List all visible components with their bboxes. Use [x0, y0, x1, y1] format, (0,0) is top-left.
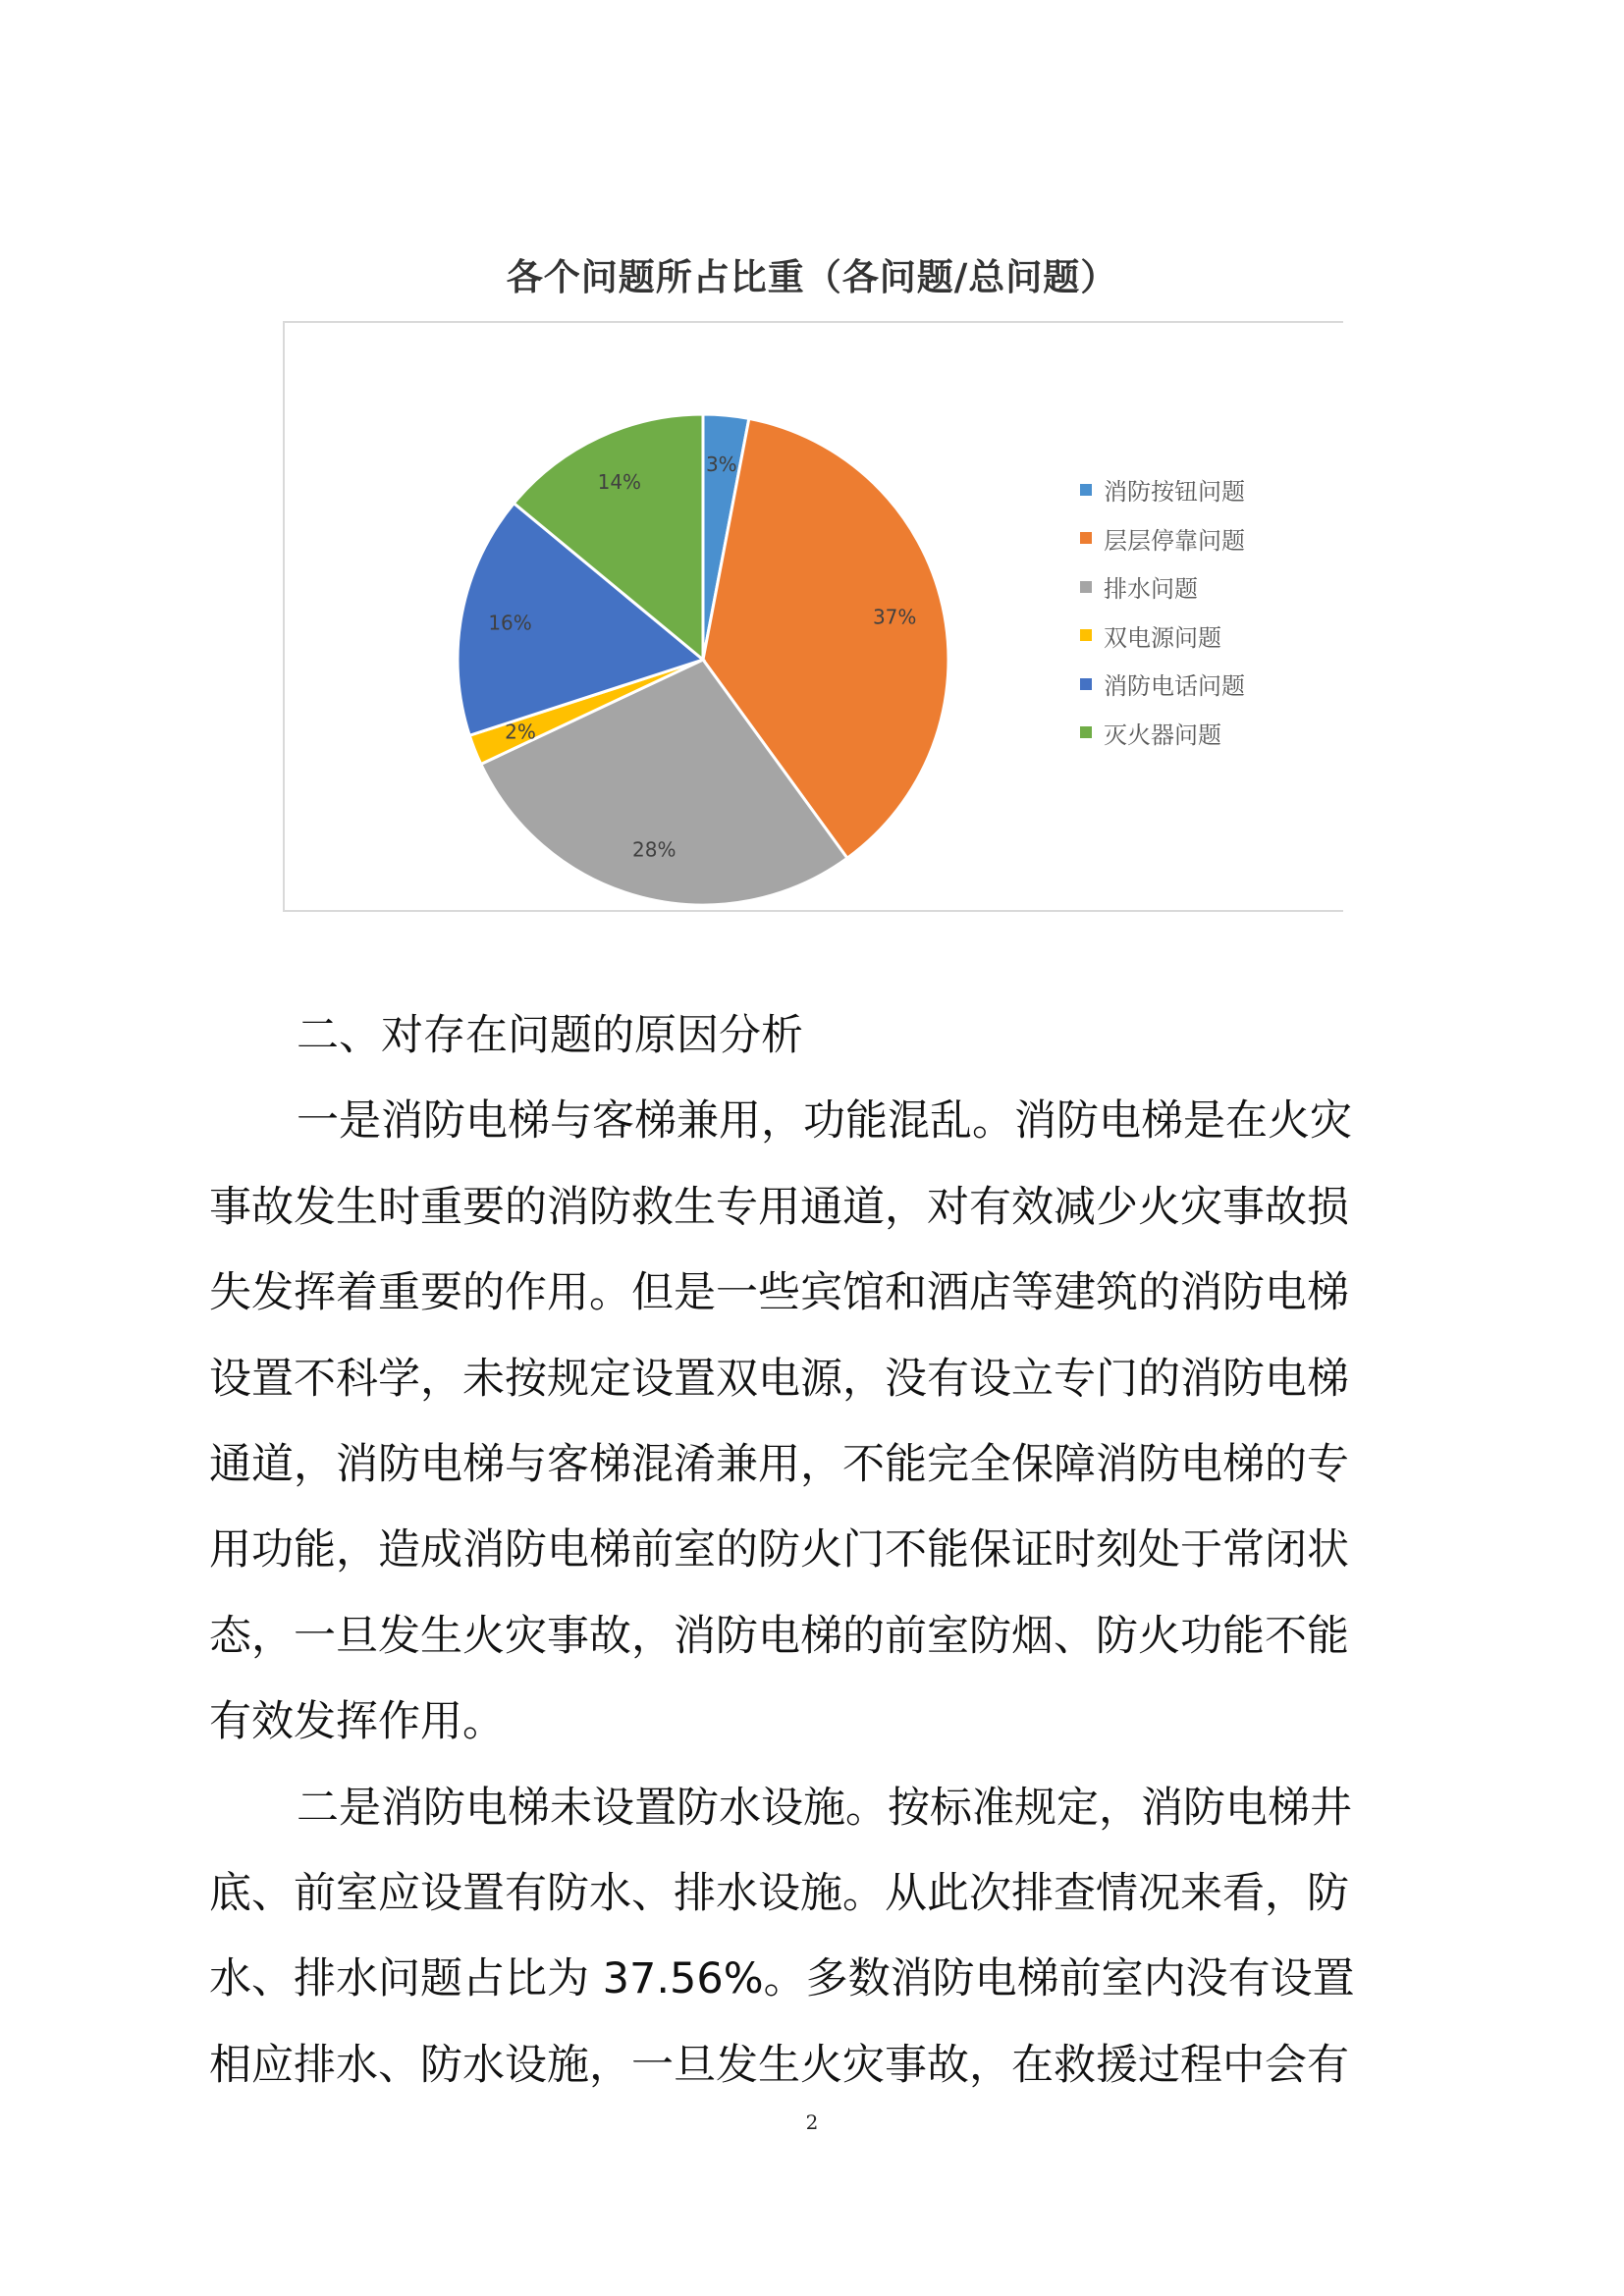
pie-slice-label-0: 3%: [705, 452, 737, 476]
pie-slice-label-5: 14%: [597, 470, 642, 495]
legend-swatch: [1080, 532, 1092, 544]
paragraph-line: 设置不科学，未按规定设置双电源，没有设立专门的消防电梯: [209, 1354, 1349, 1404]
legend-swatch: [1080, 629, 1092, 641]
paragraph-line: 通道，消防电梯与客梯混淆兼用，不能完全保障消防电梯的专: [209, 1440, 1349, 1490]
legend-label: 消防电话问题: [1104, 672, 1245, 701]
page-number: 2: [805, 2110, 819, 2134]
legend-label: 双电源问题: [1104, 623, 1221, 652]
legend-swatch: [1080, 484, 1092, 496]
paragraph-line: 水、排水问题占比为 37.56%。多数消防电梯前室内没有设置: [209, 1954, 1355, 2004]
section-heading: 二、对存在问题的原因分析: [297, 1011, 803, 1060]
chart-legend: [1080, 465, 1245, 757]
pie-slice-label-4: 16%: [488, 611, 532, 635]
paragraph-line: 底、前室应设置有防水、排水设施。从此次排查情况来看，防: [209, 1869, 1349, 1919]
chart-title: 各个问题所占比重（各问题/总问题）: [506, 256, 1118, 298]
legend-item-0: [1080, 465, 1245, 514]
body-text: [209, 993, 1427, 2109]
paragraph-line: 用功能，造成消防电梯前室的防火门不能保证时刻处于常闭状: [209, 1525, 1349, 1575]
legend-item-3: [1080, 612, 1245, 661]
paragraph-line: 一是消防电梯与客梯兼用，功能混乱。消防电梯是在火灾: [297, 1096, 1352, 1147]
legend-item-1: [1080, 514, 1245, 563]
pie-slice-label-2: 28%: [632, 837, 677, 862]
legend-label: 消防按钮问题: [1104, 478, 1245, 507]
pie-slice-label-3: 2%: [505, 720, 536, 744]
legend-item-4: [1080, 660, 1245, 709]
legend-label: 层层停靠问题: [1104, 526, 1245, 555]
paragraph-line: 二是消防电梯未设置防水设施。按标准规定，消防电梯井: [297, 1783, 1352, 1833]
paragraph-line: 态，一旦发生火灾事故，消防电梯的前室防烟、防火功能不能: [209, 1611, 1349, 1661]
pie-slice-label-1: 37%: [872, 605, 917, 629]
pie-chart: [283, 321, 970, 910]
legend-label: 排水问题: [1104, 575, 1198, 604]
paragraph-line: 相应排水、防水设施，一旦发生火灾事故，在救援过程中会有: [209, 2040, 1349, 2090]
legend-swatch: [1080, 726, 1092, 738]
paragraph-line: 有效发挥作用。: [209, 1697, 505, 1747]
paragraph-line: 事故发生时重要的消防救生专用通道，对有效减少火灾事故损: [209, 1182, 1349, 1232]
legend-item-5: [1080, 709, 1245, 758]
legend-item-2: [1080, 562, 1245, 612]
legend-label: 灭火器问题: [1104, 721, 1221, 749]
legend-swatch: [1080, 678, 1092, 690]
paragraph-line: 失发挥着重要的作用。但是一些宾馆和酒店等建筑的消防电梯: [209, 1268, 1349, 1318]
legend-swatch: [1080, 581, 1092, 593]
